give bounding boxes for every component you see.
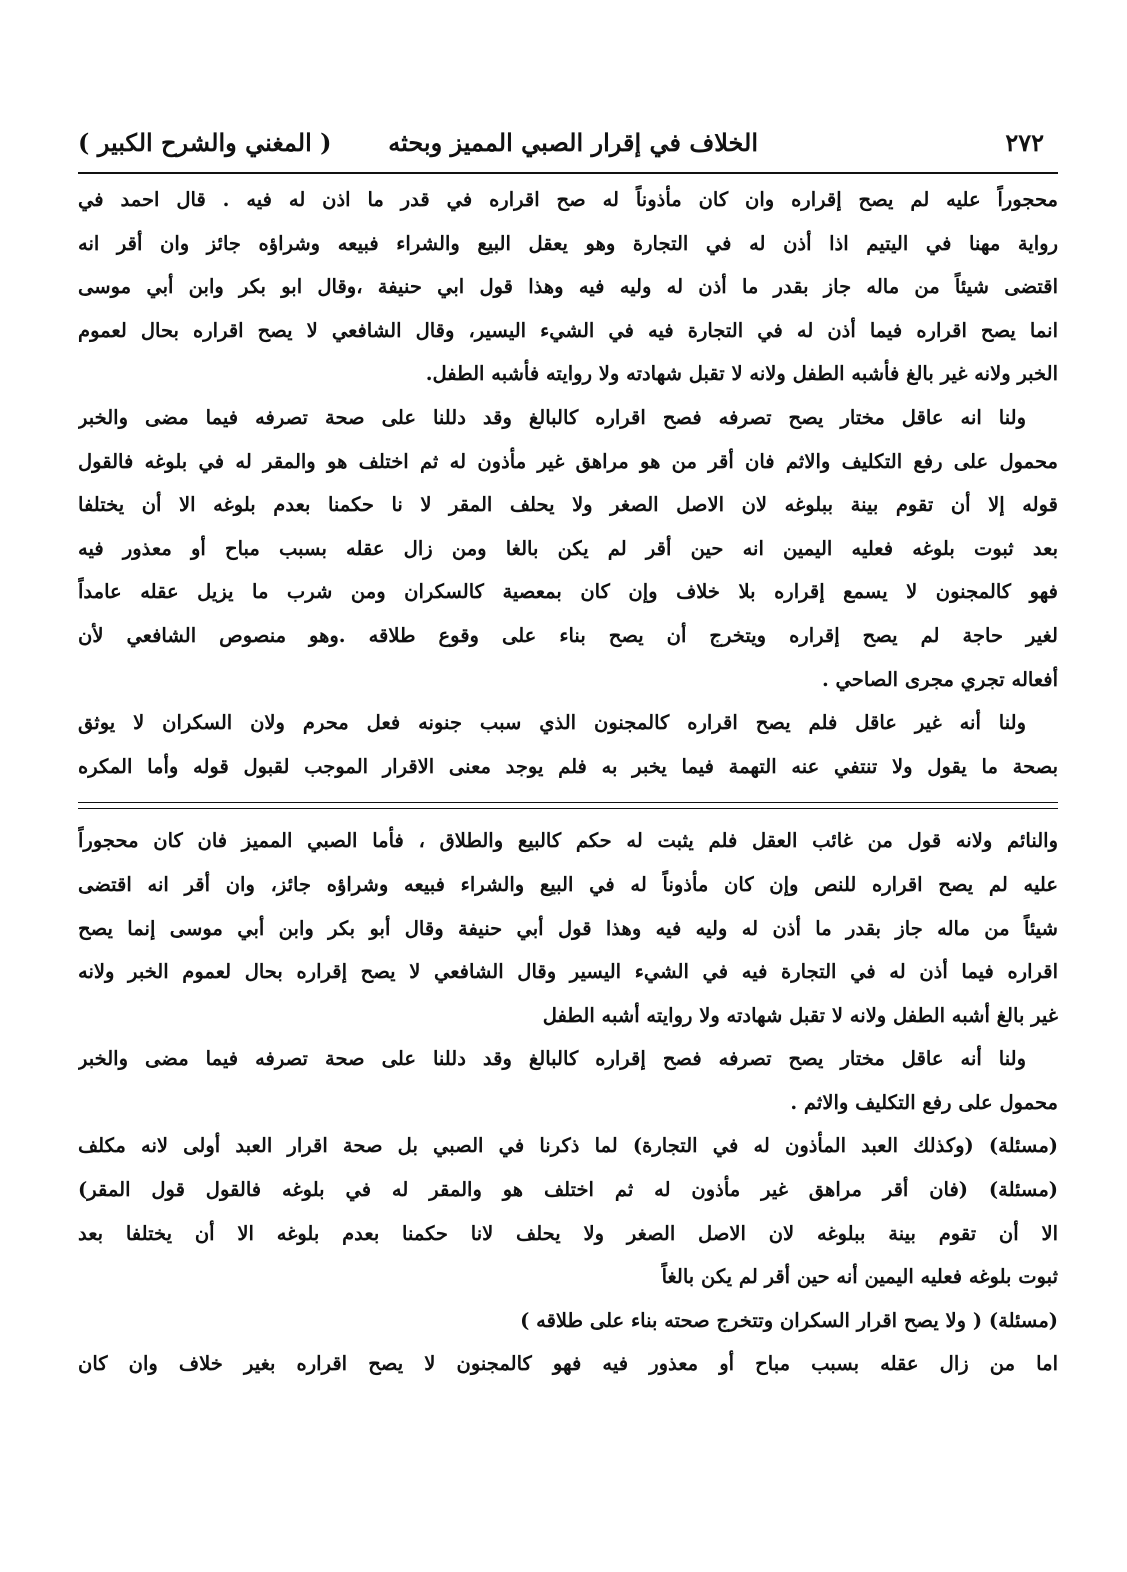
text-line: غير بالغ أشبه الطفل ولانه لا تقبل شهادته ولا روايته أشبه الطفل	[542, 1003, 1058, 1027]
text-line: عليه لم يصح اقراره للنص وإن كان مأذوناً له في البيع والشراء فبيعه وشراؤه جائز، وان أقر انه اقتضى	[78, 872, 1058, 896]
text-line: انما يصح اقراره فيما أذن له في التجارة فيه في الشيء اليسير، وقال الشافعي لا يصح اقراره بحال لعموم	[78, 318, 1058, 342]
text-line: ولنا انه عاقل مختار يصح تصرفه فصح اقراره كالبالغ وقد دللنا على صحة تصرفه فيما مضى والخبر	[78, 405, 1026, 429]
text-line: اقتضى شيئاً من ماله جاز بقدر ما أذن له وليه فيه وهذا قول ابي حنيفة ،وقال ابو بكر وابن أبي موسى	[78, 275, 1058, 299]
text-line: الخبر ولانه غير بالغ فأشبه الطفل ولانه لا تقبل شهادته ولا روايته فأشبه الطفل.	[425, 362, 1058, 386]
text-line: رواية مهنا في اليتيم اذا أذن له في التجارة وهو يعقل البيع والشراء فبيعه وشراؤه جائز وان أقر انه	[78, 231, 1058, 255]
text-line: (مسئلة) (وكذلك العبد المأذون له في التجارة) لما ذكرنا في الصبي بل صحة اقرار العبد أولى لانه مكلف	[78, 1134, 1058, 1158]
text-line: فهو كالمجنون لا يسمع إقراره بلا خلاف وإن كان بمعصية كالسكران ومن شرب ما يزيل عقله عامداً	[78, 580, 1058, 604]
text-line: ولنا أنه غير عاقل فلم يصح اقراره كالمجنون الذي سبب جنونه فعل محرم ولان السكران لا يوثق	[78, 711, 1026, 735]
text-line: محمول على رفع التكليف والاثم فان أقر من هو مراهق غير مأذون له ثم اختلف هو والمقر له في بلوغه فالقول	[78, 449, 1058, 473]
text-line: الا أن تقوم بينة ببلوغه لان الاصل الصغر ولا يحلف لانا حكمنا بعدم بلوغه الا أن يختلفا بعد	[78, 1221, 1058, 1245]
commentary-text	[78, 819, 1058, 1386]
main-text	[78, 178, 1058, 788]
section-divider	[78, 802, 1058, 809]
page-number: ٢٧٢	[1005, 128, 1044, 157]
book-page	[78, 118, 1058, 1386]
text-line: اقراره فيما أذن له في التجارة فيه في الشيء اليسير وقال الشافعي لا يصح إقراره بحال لعموم الخبر ولانه	[78, 960, 1058, 984]
text-line: ولنا أنه عاقل مختار يصح تصرفه فصح إقراره كالبالغ وقد دللنا على صحة تصرفه فيما مضى والخبر	[78, 1047, 1026, 1071]
text-line: اما من زال عقله بسبب مباح أو معذور فيه فهو كالمجنون لا يصح اقراره بغير خلاف وان كان	[78, 1352, 1058, 1376]
text-line: ثبوت بلوغه فعليه اليمين أنه حين أقر لم يكن بالغاً	[661, 1265, 1058, 1289]
text-line: بعد ثبوت بلوغه فعليه اليمين انه حين أقر لم يكن بالغا ومن زال عقله بسبب مباح أو معذور فيه	[78, 536, 1058, 560]
text-line: محجوراً عليه لم يصح إقراره وان كان مأذوناً له صح اقراره في قدر ما اذن له فيه . قال احمد في	[78, 188, 1058, 211]
text-line: والنائم ولانه قول من غائب العقل فلم يثبت له حكم كالبيع والطلاق ، فأما الصبي المميز فان كان محجوراً	[78, 829, 1058, 853]
text-line: (مسئلة) ( ولا يصح اقرار السكران وتتخرج صحته بناء على طلاقه )	[520, 1308, 1058, 1332]
text-line: محمول على رفع التكليف والاثم .	[790, 1090, 1058, 1114]
book-title: ( المغني والشرح الكبير )	[78, 128, 332, 157]
text-line: لغير حاجة لم يصح إقراره ويتخرج أن يصح بناء على وقوع طلاقه .وهو منصوص الشافعي لأن	[78, 623, 1058, 647]
page-header	[78, 118, 1058, 174]
text-line: قوله إلا أن تقوم بينة ببلوغه لان الاصل الصغر ولا يحلف المقر لا نا حكمنا بعدم بلوغه الا أن يختلفا	[78, 493, 1058, 517]
running-title: الخلاف في إقرار الصبي المميز وبحثه	[388, 128, 758, 157]
text-line: بصحة ما يقول ولا تنتفي عنه التهمة فيما يخبر به فلم يوجد معنى الاقرار الموجب لقبول قوله وأما المكره	[78, 754, 1058, 778]
text-line: (مسئلة) (فان أقر مراهق غير مأذون له ثم اختلف هو والمقر له في بلوغه فالقول قول المقر)	[78, 1178, 1058, 1202]
text-line: أفعاله تجري مجرى الصاحي .	[821, 667, 1058, 691]
text-line: شيئاً من ماله جاز بقدر ما أذن له وليه فيه وهذا قول أبي حنيفة وقال أبو بكر وابن أبي موسى إنما يصح	[78, 916, 1058, 940]
